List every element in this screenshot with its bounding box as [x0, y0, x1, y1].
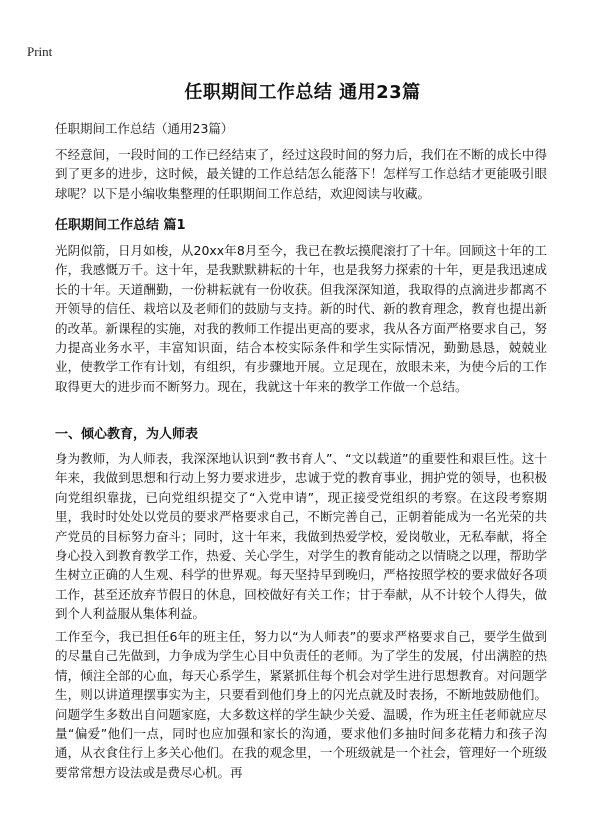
intro-paragraph: 不经意间，一段时间的工作已经结束了，经过这段时间的努力后，我们在不断的成长中得到了更多的进步，这时候，最关键的工作总结怎么能落下！怎样写工作总结才更能吸引眼球呢？以下是小编收集整理的任职期间工作总结，欢迎阅读与收藏。 — [55, 147, 547, 201]
article-heading: 任职期间工作总结 篇1 — [55, 218, 186, 233]
page-title: 任职期间工作总结 通用23篇 — [184, 82, 421, 103]
section-heading: 一、倾心教育，为人师表 — [55, 427, 199, 442]
print-link[interactable]: Print — [27, 44, 53, 59]
body-paragraph-3: 工作至今，我已担任6年的班主任，努力以“为人师表”的要求严格要求自己，要学生做到的尽量自己先做到，力争成为学生心目中负责任的老师。为了学生的发展，付出满腔的热情，倾注全部的心血，每天心系学生，紧紧抓住每个机会对学生进行思想教育。对问题学生，则以讲道理摆事实为主，只要看到他们身上的闪光点就及时表扬，不断地鼓励他们。问题学生多数出自问题家庭，大多数这样的学生缺少关爱、温暖，作为班主任老师就应尽量“偏爱”他们一点，同时也应加强和家长的沟通，要求他们多抽时间多花精力和孩子沟通，从衣食住行上多关心他们。在我的观念里，一个班级就是一个社会，管理好一个班级要常常想方设法或是费尽心机。再 — [55, 629, 547, 780]
body-paragraph-1: 光阴似箭，日月如梭，从20xx年8月至今，我已在教坛摸爬滚打了十年。回顾这十年的工作，我感慨万千。这十年，是我默默耕耘的十年，也是我努力探索的十年，更是我迅速成长的十年。天道酬勤，一份耕耘就有一份收获。但我深深知道，我取得的点滴进步都离不开领导的信任、栽培以及老师们的鼓励与支持。新的时代、新的教育理念，教育也提出新的改革。新课程的实施，对我的教师工作提出更高的要求，我从各方面严格要求自己，努力提高业务水平，丰富知识面，结合本校实际条件和学生实际情况，勤勤恳恳，兢兢业业，使教学工作有计划，有组织，有步骤地开展。立足现在，放眼未来，为使今后的工作取得更大的进步而不断努力。现在，我就这十年来的教学工作做一个总结。 — [55, 243, 547, 394]
body-paragraph-2: 身为教师，为人师表，我深深地认识到“教书育人”、“文以载道”的重要性和艰巨性。这十年来，我做到思想和行动上努力要求进步，忠诚于党的教育事业，拥护党的领导，也积极向党组织靠拢，已向党组织提交了“入党申请”，现正接受党组织的考察。在这段考察期里，我时时处处以党员的要求严格要求自己，不断完善自己，正朝着能成为一名光荣的共产党员的目标努力奋斗；同时，这十年来，我做到热爱学校，爱岗敬业，无私奉献，将全身心投入到教育教学工作，热爱、关心学生，对学生的教育能动之以情晓之以理，帮助学生树立正确的人生观、科学的世界观。每天坚持早到晚归，严格按照学校的要求做好各项工作，甚至还放弃节假日的休息，回校做好有关工作；甘于奉献，从不计较个人得失，做到个人利益服从集体利益。 — [55, 451, 547, 622]
document-subtitle: 任职期间工作总结（通用23篇） — [55, 121, 234, 136]
